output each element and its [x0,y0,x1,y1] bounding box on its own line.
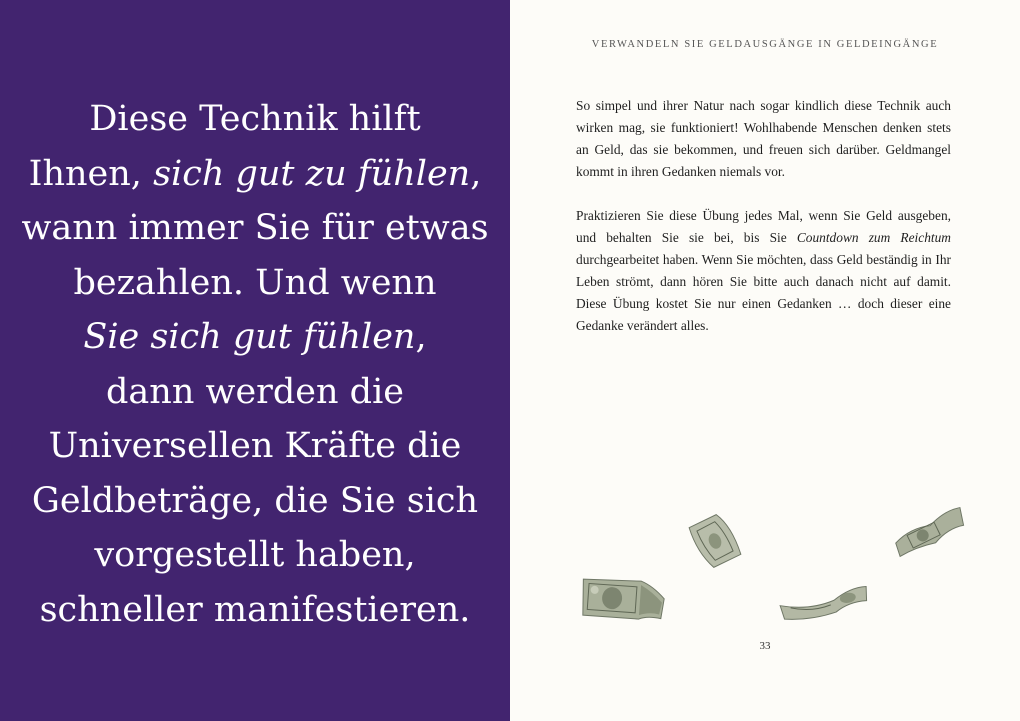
quote-text: Ihnen, [28,153,154,194]
quote-emphasis: Sie sich gut fühlen [83,317,416,357]
quote-line [20,201,490,256]
quote-text: vorgestellt haben, [94,535,416,575]
body-text [576,95,951,359]
quote-line [20,528,490,583]
dollar-bill-illustration [888,501,973,563]
quote-line [20,474,490,529]
quote-text: , [470,153,482,194]
dollar-bill-illustration [579,575,670,625]
pull-quote [20,92,490,637]
quote-text: wann immer Sie für etwas [21,208,489,248]
running-head: VERWANDELN SIE GELDAUSGÄNGE IN GELDEINGÄNGE [591,39,939,50]
dollar-bill-illustration [682,508,748,575]
paragraph-2 [576,205,951,337]
paragraph-2-text-a: Praktizieren Sie diese Übung jedes Mal, wenn Sie Geld ausgeben, und behalten Sie sie bei, bis Sie [576,208,951,245]
quote-line [20,583,490,638]
quote-text: Universellen Kräfte die [48,426,462,466]
quote-line [20,310,490,365]
quote-line [20,92,490,147]
quote-text: , [415,317,427,357]
book-title: Countdown zum Reichtum [796,230,951,245]
page-number: 33 [759,640,771,652]
quote-text: Diese Technik hilft [89,99,421,139]
quote-text: dann werden die [106,371,404,412]
quote-text: bezahlen. Und wenn [73,262,437,303]
dollar-bill-illustration [776,576,873,625]
quote-line [20,256,490,311]
paragraph-1: So simpel und ihrer Natur nach sogar kindlich diese Technik auch wirken mag, sie funktioniert! Wohlhabende Menschen denken stets an Geld, das sie bekommen, und freuen sich darüber. Geldmangel kommt in ihren Gedanken niemals vor. [576,98,951,179]
right-page [510,0,1020,721]
quote-text: schneller manifestieren. [39,589,471,630]
quote-line [20,419,490,474]
quote-line [20,365,490,420]
quote-emphasis: sich gut zu fühlen [153,153,471,194]
quote-line [20,147,490,202]
paragraph-2-text-b: durchgearbeitet haben. Wenn Sie möchten, dass Geld beständig in Ihr Leben strömt, dann hören Sie bitte auch danach nicht auf damit. Diese Übung kostet Sie nur einen Gedanken … doch dieser eine Gedanke verändert alles. [576,252,951,333]
quote-text: Geldbeträge, die Sie sich [31,480,479,521]
